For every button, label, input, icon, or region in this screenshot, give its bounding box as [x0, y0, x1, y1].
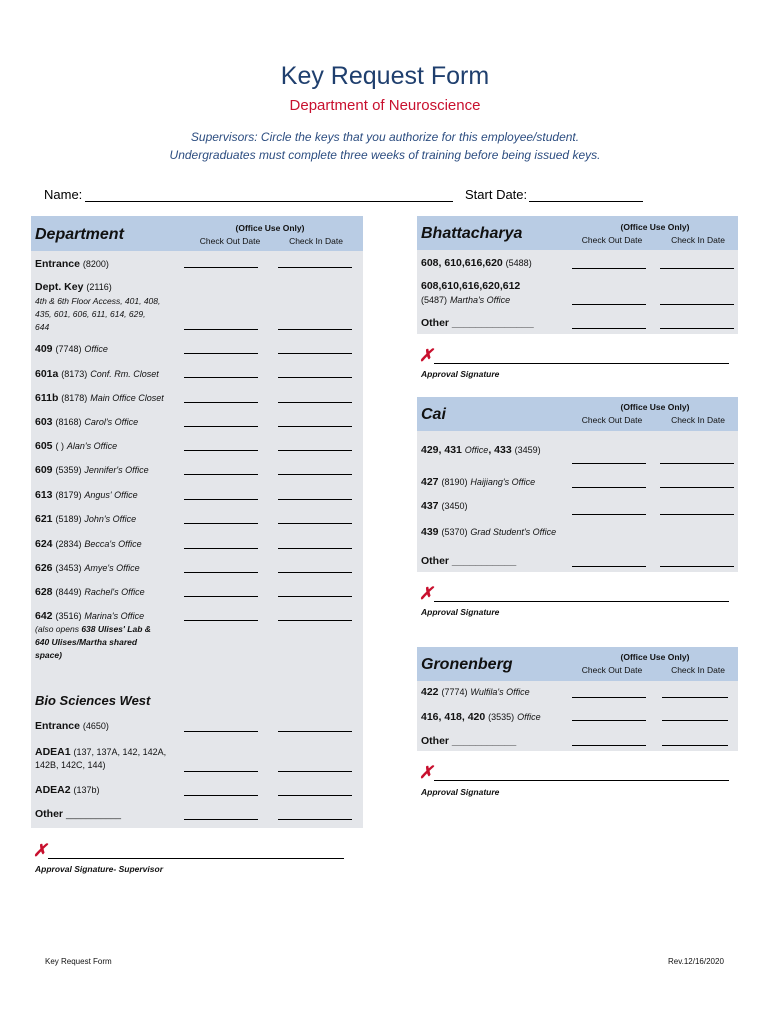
office-use-label: (Office Use Only): [235, 223, 305, 233]
key-description: Main Office Closet: [90, 393, 164, 403]
key-description: Marina's Office: [84, 611, 145, 621]
checkin-blank[interactable]: [278, 596, 352, 597]
key-number: 427: [421, 476, 439, 488]
dept-key-row: [35, 258, 109, 271]
gron-signature-line[interactable]: [434, 780, 729, 781]
checkin-blank[interactable]: [660, 304, 734, 305]
key-code: (137b): [73, 785, 100, 795]
key-description: Wulfila's Office: [470, 687, 530, 697]
checkin-blank[interactable]: [278, 620, 352, 621]
gronenberg-title: Gronenberg: [421, 656, 513, 673]
dept-key-note: [35, 295, 160, 334]
dept-key-row: [35, 368, 159, 381]
gron-x-mark: ✗: [419, 763, 434, 782]
key-number: ADEA2: [35, 784, 71, 796]
note-642-line: space): [35, 650, 62, 660]
key-description: Rachel's Office: [84, 587, 145, 597]
instructions-line-1: Supervisors: Circle the keys that you authorize for this employee/student.: [190, 130, 580, 144]
checkin-col-header: Check In Date: [671, 665, 725, 675]
checkout-blank[interactable]: [184, 329, 258, 330]
checkin-blank[interactable]: [278, 329, 352, 330]
key-number: 603: [35, 416, 53, 428]
cai-signature-caption: Approval Signature: [421, 607, 500, 617]
key-code: (5359): [55, 465, 82, 475]
key-code: (8179): [55, 490, 82, 500]
key-code: (8190): [441, 477, 468, 487]
checkin-blank[interactable]: [278, 795, 352, 796]
bio-key-row: [35, 746, 166, 759]
checkout-blank[interactable]: [184, 523, 258, 524]
note-642-line: 638 Ulises' Lab &: [81, 624, 151, 634]
key-number: 621: [35, 513, 53, 525]
key-description: Office: [464, 445, 489, 455]
key-code: (2116): [86, 282, 112, 292]
checkin-blank[interactable]: [662, 745, 728, 746]
bhatt-row-2: [421, 280, 520, 293]
dept-key-row: [35, 562, 140, 575]
checkin-blank[interactable]: [278, 771, 352, 772]
checkout-blank[interactable]: [184, 450, 258, 451]
checkout-blank[interactable]: [184, 795, 258, 796]
checkin-blank[interactable]: [278, 426, 352, 427]
checkin-blank[interactable]: [660, 328, 734, 329]
key-number: Entrance: [35, 720, 80, 732]
cai-x-mark: ✗: [419, 584, 434, 603]
checkin-blank[interactable]: [278, 267, 352, 268]
key-code: (8178): [61, 393, 88, 403]
checkin-blank[interactable]: [660, 463, 734, 464]
bhatt-signature-line[interactable]: [434, 363, 729, 364]
gron-other[interactable]: Other ___________: [421, 735, 517, 747]
key-number: 409: [35, 343, 53, 355]
key-number: 601a: [35, 368, 59, 380]
bio-key-row[interactable]: [35, 808, 121, 821]
checkin-blank[interactable]: [278, 499, 352, 500]
key-description: Carol's Office: [84, 417, 139, 427]
bhatt-other[interactable]: Other ______________: [421, 317, 534, 329]
checkout-blank[interactable]: [184, 819, 258, 820]
checkin-blank[interactable]: [278, 450, 352, 451]
checkout-blank[interactable]: [572, 697, 646, 698]
key-number: 642: [35, 610, 53, 622]
checkout-blank[interactable]: [572, 566, 646, 567]
key-code: (7774): [441, 687, 468, 697]
supervisor-x-mark: ✗: [33, 841, 48, 860]
key-code: (137, 137A, 142, 142A,: [73, 747, 167, 757]
key-code: (3535): [488, 712, 515, 722]
dept-key-note-line: 4th & 6th Floor Access, 401, 408,: [35, 296, 161, 306]
dept-key-row: [35, 513, 136, 526]
key-number: Entrance: [35, 258, 80, 270]
dept-key-row: [35, 610, 144, 623]
form-subtitle: Department of Neuroscience: [289, 97, 481, 114]
bhatt-row-1: [421, 257, 532, 270]
checkout-blank[interactable]: [572, 720, 646, 721]
supervisor-signature-caption: Approval Signature- Supervisor: [35, 864, 163, 874]
checkout-blank[interactable]: [184, 572, 258, 573]
supervisor-signature-line[interactable]: [48, 858, 344, 859]
key-number: 416, 418, 420: [421, 711, 486, 723]
key-number: 422: [421, 686, 439, 698]
key-number: , 433: [488, 444, 512, 456]
key-code: (3453): [55, 563, 82, 573]
key-description: Office: [84, 344, 108, 354]
instructions-line-2: Undergraduates must complete three weeks of training before being issued keys.: [169, 148, 601, 162]
footer-right: Rev.12/16/2020: [668, 957, 724, 966]
name-field[interactable]: [85, 201, 453, 202]
adea1-cont: 142B, 142C, 144): [35, 760, 106, 770]
checkin-blank[interactable]: [660, 268, 734, 269]
bio-title: Bio Sciences West: [35, 693, 151, 708]
key-number: 608,610,616,620,612: [421, 280, 521, 292]
note-642-line: (also opens: [35, 624, 82, 634]
key-number: 439: [421, 526, 439, 538]
key-description: Jennifer's Office: [84, 465, 149, 475]
key-number: 628: [35, 586, 53, 598]
dept-key-row: [35, 440, 117, 453]
checkout-col-header: Check Out Date: [581, 415, 643, 425]
key-code: (3450): [441, 501, 468, 511]
dept-key-row: [35, 416, 138, 429]
checkout-blank[interactable]: [184, 267, 258, 268]
dept-key-row: [35, 343, 108, 356]
bhatt-row-2b: [421, 294, 510, 307]
key-code: (3459): [514, 445, 541, 455]
key-description: Becca's Office: [84, 539, 142, 549]
key-code: (4650): [82, 721, 109, 731]
checkin-blank[interactable]: [278, 523, 352, 524]
checkout-blank[interactable]: [184, 499, 258, 500]
cai-row-4: [421, 526, 556, 539]
checkout-blank[interactable]: [572, 514, 646, 515]
key-code: (3516): [55, 611, 82, 621]
checkout-col-header: Check Out Date: [199, 236, 261, 246]
bhatt-signature-caption: Approval Signature: [421, 369, 500, 379]
checkin-col-header: Check In Date: [289, 236, 343, 246]
checkout-blank[interactable]: [572, 745, 646, 746]
checkin-blank[interactable]: [278, 731, 352, 732]
dept-key-row: [35, 464, 149, 477]
cai-signature-line[interactable]: [434, 601, 729, 602]
checkout-blank[interactable]: [184, 596, 258, 597]
checkout-blank[interactable]: [184, 402, 258, 403]
office-use-label: (Office Use Only): [620, 402, 690, 412]
checkin-blank[interactable]: [278, 474, 352, 475]
checkout-blank[interactable]: [184, 426, 258, 427]
checkout-blank[interactable]: [184, 548, 258, 549]
bhatt-x-mark: ✗: [419, 346, 434, 365]
checkin-blank[interactable]: [660, 566, 734, 567]
key-code: (5189): [55, 514, 82, 524]
key-number: 608, 610,616,620: [421, 257, 503, 269]
checkout-col-header: Check Out Date: [581, 665, 643, 675]
key-code: (2834): [55, 539, 82, 549]
dept-key-row: [35, 586, 145, 599]
key-number: 437: [421, 500, 439, 512]
cai-other[interactable]: Other ___________: [421, 555, 517, 567]
key-number: 613: [35, 489, 53, 501]
dept-key-row: [35, 489, 138, 502]
key-code: ( ): [55, 441, 64, 451]
note-642-line: 640 Ulises/Martha shared: [35, 637, 138, 647]
dept-key-row: [35, 538, 142, 551]
checkout-blank[interactable]: [184, 731, 258, 732]
bio-key-row: [35, 720, 109, 733]
form-title: Key Request Form: [280, 62, 490, 90]
key-code: (8200): [82, 259, 109, 269]
checkin-blank[interactable]: [278, 819, 352, 820]
office-use-label: (Office Use Only): [620, 652, 690, 662]
checkin-col-header: Check In Date: [671, 415, 725, 425]
dept-key-note-line: 435, 601, 606, 611, 614, 629,: [35, 309, 146, 319]
checkin-col-header: Check In Date: [671, 235, 725, 245]
checkin-blank[interactable]: [278, 402, 352, 403]
start-date-field[interactable]: [529, 201, 643, 202]
checkin-blank[interactable]: [660, 487, 734, 488]
key-description: John's Office: [84, 514, 137, 524]
footer-left: Key Request Form: [45, 957, 112, 966]
checkin-blank[interactable]: [278, 572, 352, 573]
key-code: (7748): [55, 344, 82, 354]
key-number: ADEA1: [35, 746, 71, 758]
key-description: Martha's Office: [449, 295, 511, 305]
checkout-blank[interactable]: [572, 304, 646, 305]
office-use-label: (Office Use Only): [620, 222, 690, 232]
checkin-blank[interactable]: [662, 720, 728, 721]
key-description: Alan's Office: [66, 441, 118, 451]
name-label: Name:: [44, 187, 83, 202]
checkout-blank[interactable]: [184, 377, 258, 378]
key-description: Office: [517, 712, 541, 722]
checkout-col-header: Check Out Date: [581, 235, 643, 245]
department-title: Department: [35, 226, 124, 243]
checkin-blank[interactable]: [662, 697, 728, 698]
bio-key-row: [35, 784, 100, 797]
note-642: [35, 623, 151, 662]
checkin-blank[interactable]: [660, 514, 734, 515]
key-description: Angus' Office: [84, 490, 138, 500]
checkout-blank[interactable]: [572, 487, 646, 488]
dept-key-row: [35, 281, 112, 294]
key-number: 605: [35, 440, 53, 452]
key-number: 429, 431: [421, 444, 462, 456]
key-number: 609: [35, 464, 53, 476]
key-code: (8449): [55, 587, 82, 597]
key-description: Conf. Rm. Closet: [90, 369, 159, 379]
checkin-blank[interactable]: [278, 353, 352, 354]
key-code: ___________: [65, 809, 121, 819]
bhattacharya-title: Bhattacharya: [421, 225, 523, 242]
checkin-blank[interactable]: [278, 548, 352, 549]
checkout-blank[interactable]: [572, 268, 646, 269]
cai-row-2: [421, 476, 535, 489]
cai-title: Cai: [421, 406, 446, 423]
key-description: Amye's Office: [84, 563, 140, 573]
start-date-label: Start Date:: [465, 187, 528, 202]
key-number: Other: [35, 808, 64, 820]
key-code: (5370): [441, 527, 468, 537]
dept-key-note-line: 644: [35, 322, 50, 332]
key-code: (5487): [421, 295, 448, 305]
gron-signature-caption: Approval Signature: [421, 787, 500, 797]
key-description: Grad Student's Office: [470, 527, 557, 537]
checkout-blank[interactable]: [184, 474, 258, 475]
gron-row-1: [421, 686, 530, 699]
key-code: (8173): [61, 369, 88, 379]
key-number: 611b: [35, 392, 59, 404]
cai-row-3: [421, 500, 467, 513]
cai-row-1: [421, 444, 541, 457]
key-code: (5488): [505, 258, 532, 268]
key-number: 624: [35, 538, 53, 550]
key-number: Dept. Key: [35, 281, 84, 293]
key-code: (8168): [55, 417, 82, 427]
key-number: 626: [35, 562, 53, 574]
key-description: Haijiang's Office: [470, 477, 536, 487]
checkout-blank[interactable]: [572, 463, 646, 464]
checkout-blank[interactable]: [572, 328, 646, 329]
checkin-blank[interactable]: [278, 377, 352, 378]
checkout-blank[interactable]: [184, 353, 258, 354]
dept-key-row: [35, 392, 164, 405]
gron-row-2: [421, 711, 541, 724]
checkout-blank[interactable]: [184, 620, 258, 621]
checkout-blank[interactable]: [184, 771, 258, 772]
